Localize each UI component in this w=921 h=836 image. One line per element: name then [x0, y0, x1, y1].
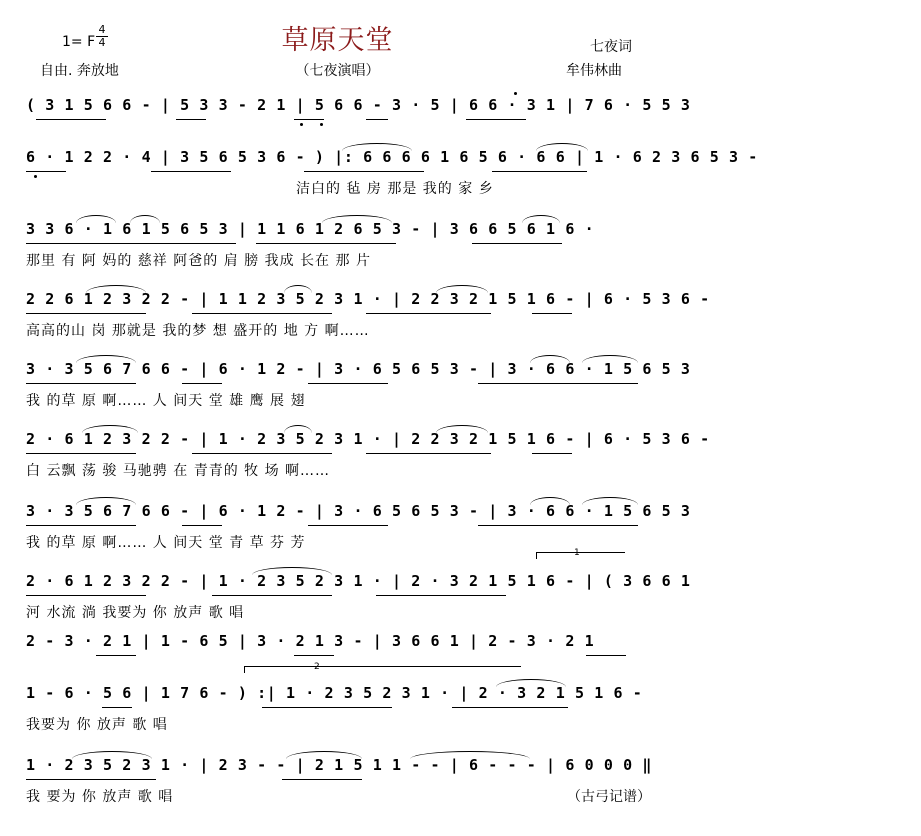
- notation-line: 1 - 6 · 5 6 | 1 7 6 - ) :| 1 · 2 3 5 2 3 1 · | 2 · 3 2 1 5 1 6 -: [26, 684, 643, 702]
- volta-number-1: 1: [574, 548, 580, 558]
- notation-line: 2 - 3 · 2 1 | 1 - 6 5 | 3 · 2 1 3 - | 3 6 6 1 | 2 - 3 · 2 1: [26, 632, 595, 650]
- lyric-line: 我 的草 原 啊…… 人 间天 堂 青 草 芬 芳: [26, 535, 306, 551]
- score-row-5: [26, 360, 691, 412]
- score-row-11: [26, 756, 651, 808]
- score-row-7: [26, 502, 691, 554]
- score-row-8: [26, 548, 691, 624]
- lyric-line: 河 水流 淌 我要为 你 放声 歌 唱: [26, 605, 245, 621]
- score-row-2: [26, 148, 758, 200]
- notation-line: 3 3 6 · 1 6 1 5 6 5 3 | 1 1 6 1 2 6 5 3 - | 3 6 6 5 6 1 6 ·: [26, 220, 595, 238]
- volta-bracket-2: [244, 666, 521, 673]
- notation-line: 1 · 2 3 5 2 3 1 · | 2 3 - - | 2 1 5 1 1 - - | 6 - - - | 6 0 0 0 ‖: [26, 756, 652, 774]
- score-row-1: [26, 96, 691, 148]
- volta-number-2: 2: [314, 662, 320, 672]
- notation-line: 3 · 3 5 6 7 6 6 - | 6 · 1 2 - | 3 · 6 5 6 5 3 - | 3 · 6 6 · 1 5 6 5 3: [26, 502, 691, 520]
- time-top: 4: [98, 23, 106, 36]
- tempo-marking: 自由. 奔放地: [40, 63, 119, 79]
- score-row-6: [26, 430, 710, 482]
- lyric-line: 高高的山 岗 那就是 我的梦 想 盛开的 地 方 啊……: [26, 323, 370, 339]
- song-title: 草原天堂: [281, 25, 394, 56]
- score-row-4: [26, 290, 710, 342]
- composer-credit: 牟伟林曲: [566, 63, 622, 79]
- notation-line: 3 · 3 5 6 7 6 6 - | 6 · 1 2 - | 3 · 6 5 6 5 3 - | 3 · 6 6 · 1 5 6 5 3: [26, 360, 691, 378]
- volta-bracket-1: [536, 552, 625, 559]
- score-row-9: [26, 632, 651, 684]
- notation-line: 6 · 1 2 2 · 4 | 3 5 6 5 3 6 - ) |: 6 6 6 6 1 6 5 6 · 6 6 | 1 · 6 2 3 6 5 3 -: [26, 148, 758, 166]
- key-signature: 1= F: [62, 34, 96, 50]
- lyricist-credit: 七夜词: [590, 39, 632, 55]
- transcriber-credit: （古弓记谱）: [567, 789, 651, 805]
- notation-line: 2 2 6 1 2 3 2 2 - | 1 1 2 3 5 2 3 1 · | 2 2 3 2 1 5 1 6 - | 6 · 5 3 6 -: [26, 290, 710, 308]
- lyric-line: 那里 有 阿 妈的 慈祥 阿爸的 肩 膀 我成 长在 那 片: [26, 253, 371, 269]
- score-row-3: [26, 220, 651, 272]
- notation-line: 2 · 6 1 2 3 2 2 - | 1 · 2 3 5 2 3 1 · | 2 · 3 2 1 5 1 6 - | ( 3 6 6 1: [26, 572, 691, 590]
- notation-line: ( 3 1 5 6 6 - | 5 3 3 - 2 1 | 5 6 6 - 3 · 5 | 6 6 · 3 1 | 7 6 · 5 5 3: [26, 96, 691, 114]
- lyric-line: 我要为 你 放声 歌 唱: [26, 717, 168, 733]
- score-row-10: [26, 662, 651, 736]
- time-signature: [96, 25, 108, 48]
- lyric-line: 我 的草 原 啊…… 人 间天 堂 雄 鹰 展 翅: [26, 393, 306, 409]
- lyric-line: 白 云飘 荡 骏 马驰骋 在 青青的 牧 场 啊……: [26, 463, 331, 479]
- notation-line: 2 · 6 1 2 3 2 2 - | 1 · 2 3 5 2 3 1 · | 2 2 3 2 1 5 1 6 - | 6 · 5 3 6 -: [26, 430, 710, 448]
- singer-credit: （七夜演唱）: [295, 63, 380, 79]
- lyric-line: 洁白的 毡 房 那是 我的 家 乡: [296, 181, 494, 197]
- time-bottom: 4: [98, 36, 106, 49]
- lyric-line: 我 要为 你 放声 歌 唱: [26, 789, 174, 805]
